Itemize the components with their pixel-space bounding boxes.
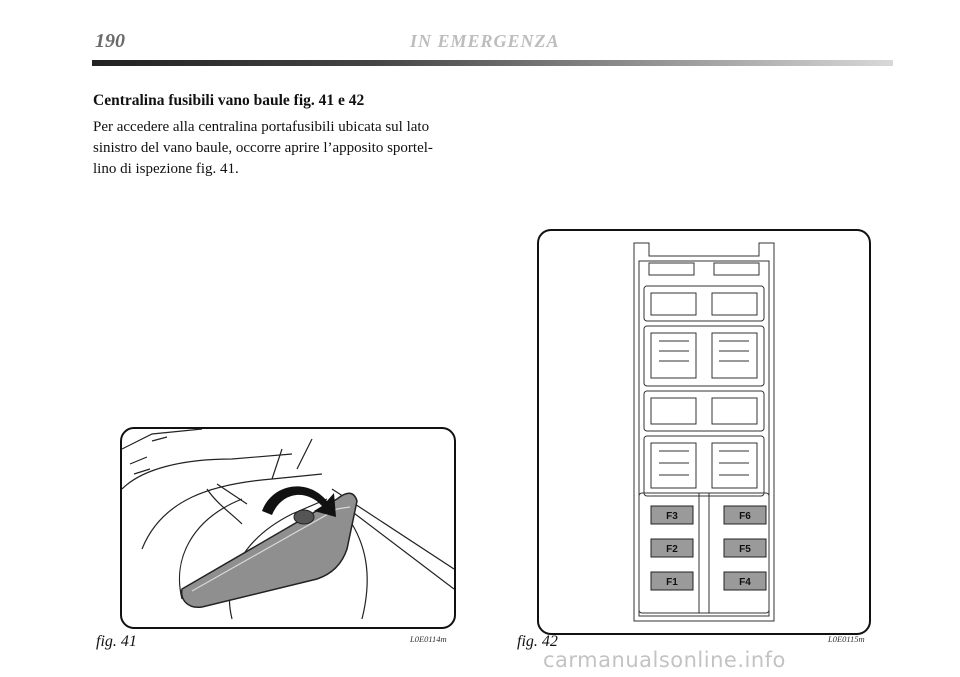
section-heading: Centralina fusibili vano baule fig. 41 e 42 xyxy=(93,92,365,109)
fuse-label-f2: F2 xyxy=(666,544,678,555)
figure-41-caption: fig. 41 xyxy=(96,633,137,650)
fuse-label-f3: F3 xyxy=(666,511,678,522)
section-title: IN EMERGENZA xyxy=(410,31,560,51)
fuse-label-f4: F4 xyxy=(739,577,751,588)
header-rule xyxy=(92,60,893,66)
body-paragraph xyxy=(93,117,493,180)
figure-42-illustration xyxy=(537,229,871,635)
fuse-box-diagram xyxy=(539,231,869,633)
paragraph-line: lino di ispezione fig. 41. xyxy=(93,161,239,177)
paragraph-line: sinistro del vano baule, occorre aprire l’apposito sportel- xyxy=(93,140,433,156)
fuse-label-f5: F5 xyxy=(739,544,751,555)
figure-42-code: L0E0115m xyxy=(828,634,865,644)
watermark: carmanualsonline.info xyxy=(543,648,786,672)
paragraph-line: Per accedere alla centralina portafusibili ubicata sul lato xyxy=(93,119,430,135)
fuse-label-f6: F6 xyxy=(739,511,751,522)
figure-41-illustration xyxy=(120,427,456,629)
page-number: 190 xyxy=(95,30,125,52)
figure-41-code: L0E0114m xyxy=(410,634,447,644)
fuse-label-f1: F1 xyxy=(666,577,678,588)
figure-42-caption: fig. 42 xyxy=(517,633,558,650)
trunk-flap-drawing xyxy=(122,429,454,627)
